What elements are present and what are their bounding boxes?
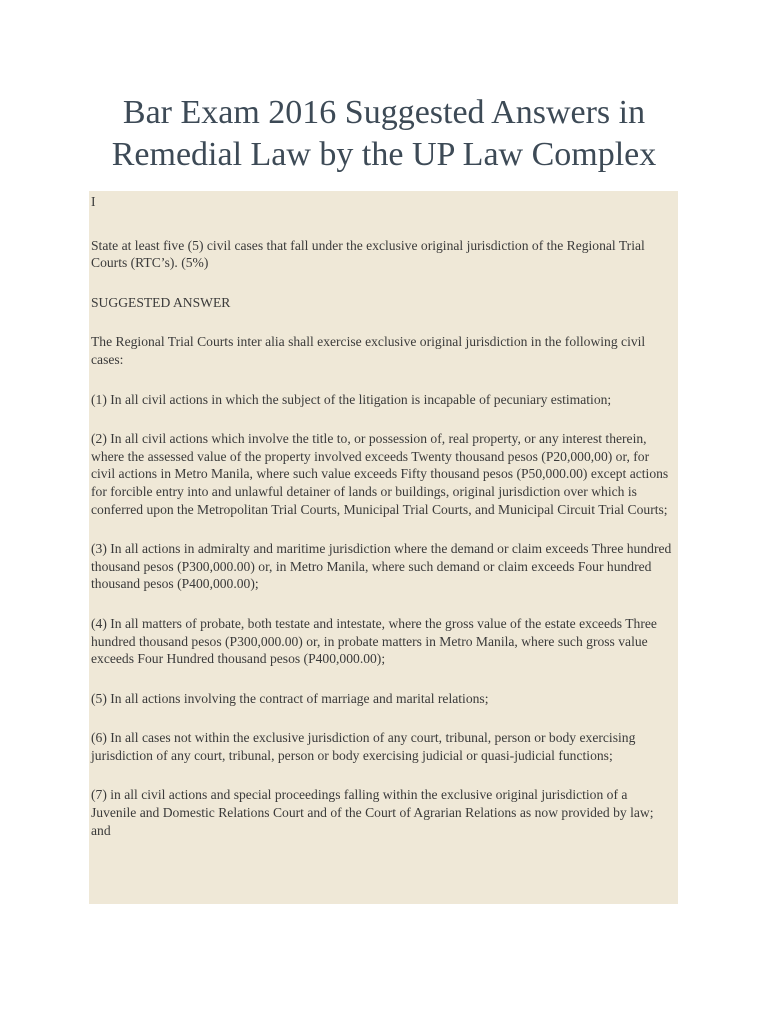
list-item: (3) In all actions in admiralty and maritime jurisdiction where the demand or claim exceeds Three hundred thousand pesos (P300,000.00) or, in Metro Manila, where such demand or claim exceeds Four hundred thousand pesos (P400,000.00); bbox=[91, 541, 672, 592]
list-item: (2) In all civil actions which involve the title to, or possession of, real property, or any interest therein, where the assessed value of the property involved exceeds Twenty thousand pesos (P20,000,00) or, for civil actions in Metro Manila, where such value exceeds Fifty thousand pesos (P50,000.00) except actions for forcible entry into and unlawful detainer of lands or buildings, original jurisdiction over which is conferred upon the Metropolitan Trial Courts, Municipal Trial Courts, and Municipal Circuit Trial Courts; bbox=[91, 431, 669, 517]
page-title-line-2: Remedial Law by the UP Law Complex bbox=[111, 136, 657, 173]
list-item: (6) In all cases not within the exclusive jurisdiction of any court, tribunal, person or body exercising jurisdiction of any court, tribunal, person or body exercising judicial or quasi-judicial functions; bbox=[91, 730, 636, 763]
content-panel bbox=[89, 191, 678, 904]
list-item: (5) In all actions involving the contract of marriage and marital relations; bbox=[91, 690, 489, 706]
page-title-line-1: Bar Exam 2016 Suggested Answers in bbox=[122, 94, 646, 131]
list-item: (1) In all civil actions in which the subject of the litigation is incapable of pecuniary estimation; bbox=[91, 391, 612, 407]
answer-heading: SUGGESTED ANSWER bbox=[91, 294, 231, 310]
question-text: State at least five (5) civil cases that fall under the exclusive original jurisdiction of the Regional Trial Courts (RTC’s). (5%) bbox=[91, 237, 645, 271]
list-item: (4) In all matters of probate, both testate and intestate, where the gross value of the estate exceeds Three hundred thousand pesos (P300,000.00) or, in probate matters in Metro Manila, where such gross value exceeds Four Hundred thousand pesos (P400,000.00); bbox=[91, 615, 657, 667]
roman-numeral: I bbox=[91, 194, 96, 209]
intro-paragraph: The Regional Trial Courts inter alia shall exercise exclusive original jurisdiction in the following civil cases: bbox=[91, 334, 646, 367]
list-item: (7) in all civil actions and special proceedings falling within the exclusive original jurisdiction of a Juvenile and Domestic Relations Court and of the Court of Agrarian Relations as now provided by law; and bbox=[91, 787, 654, 838]
page-title bbox=[0, 92, 768, 176]
